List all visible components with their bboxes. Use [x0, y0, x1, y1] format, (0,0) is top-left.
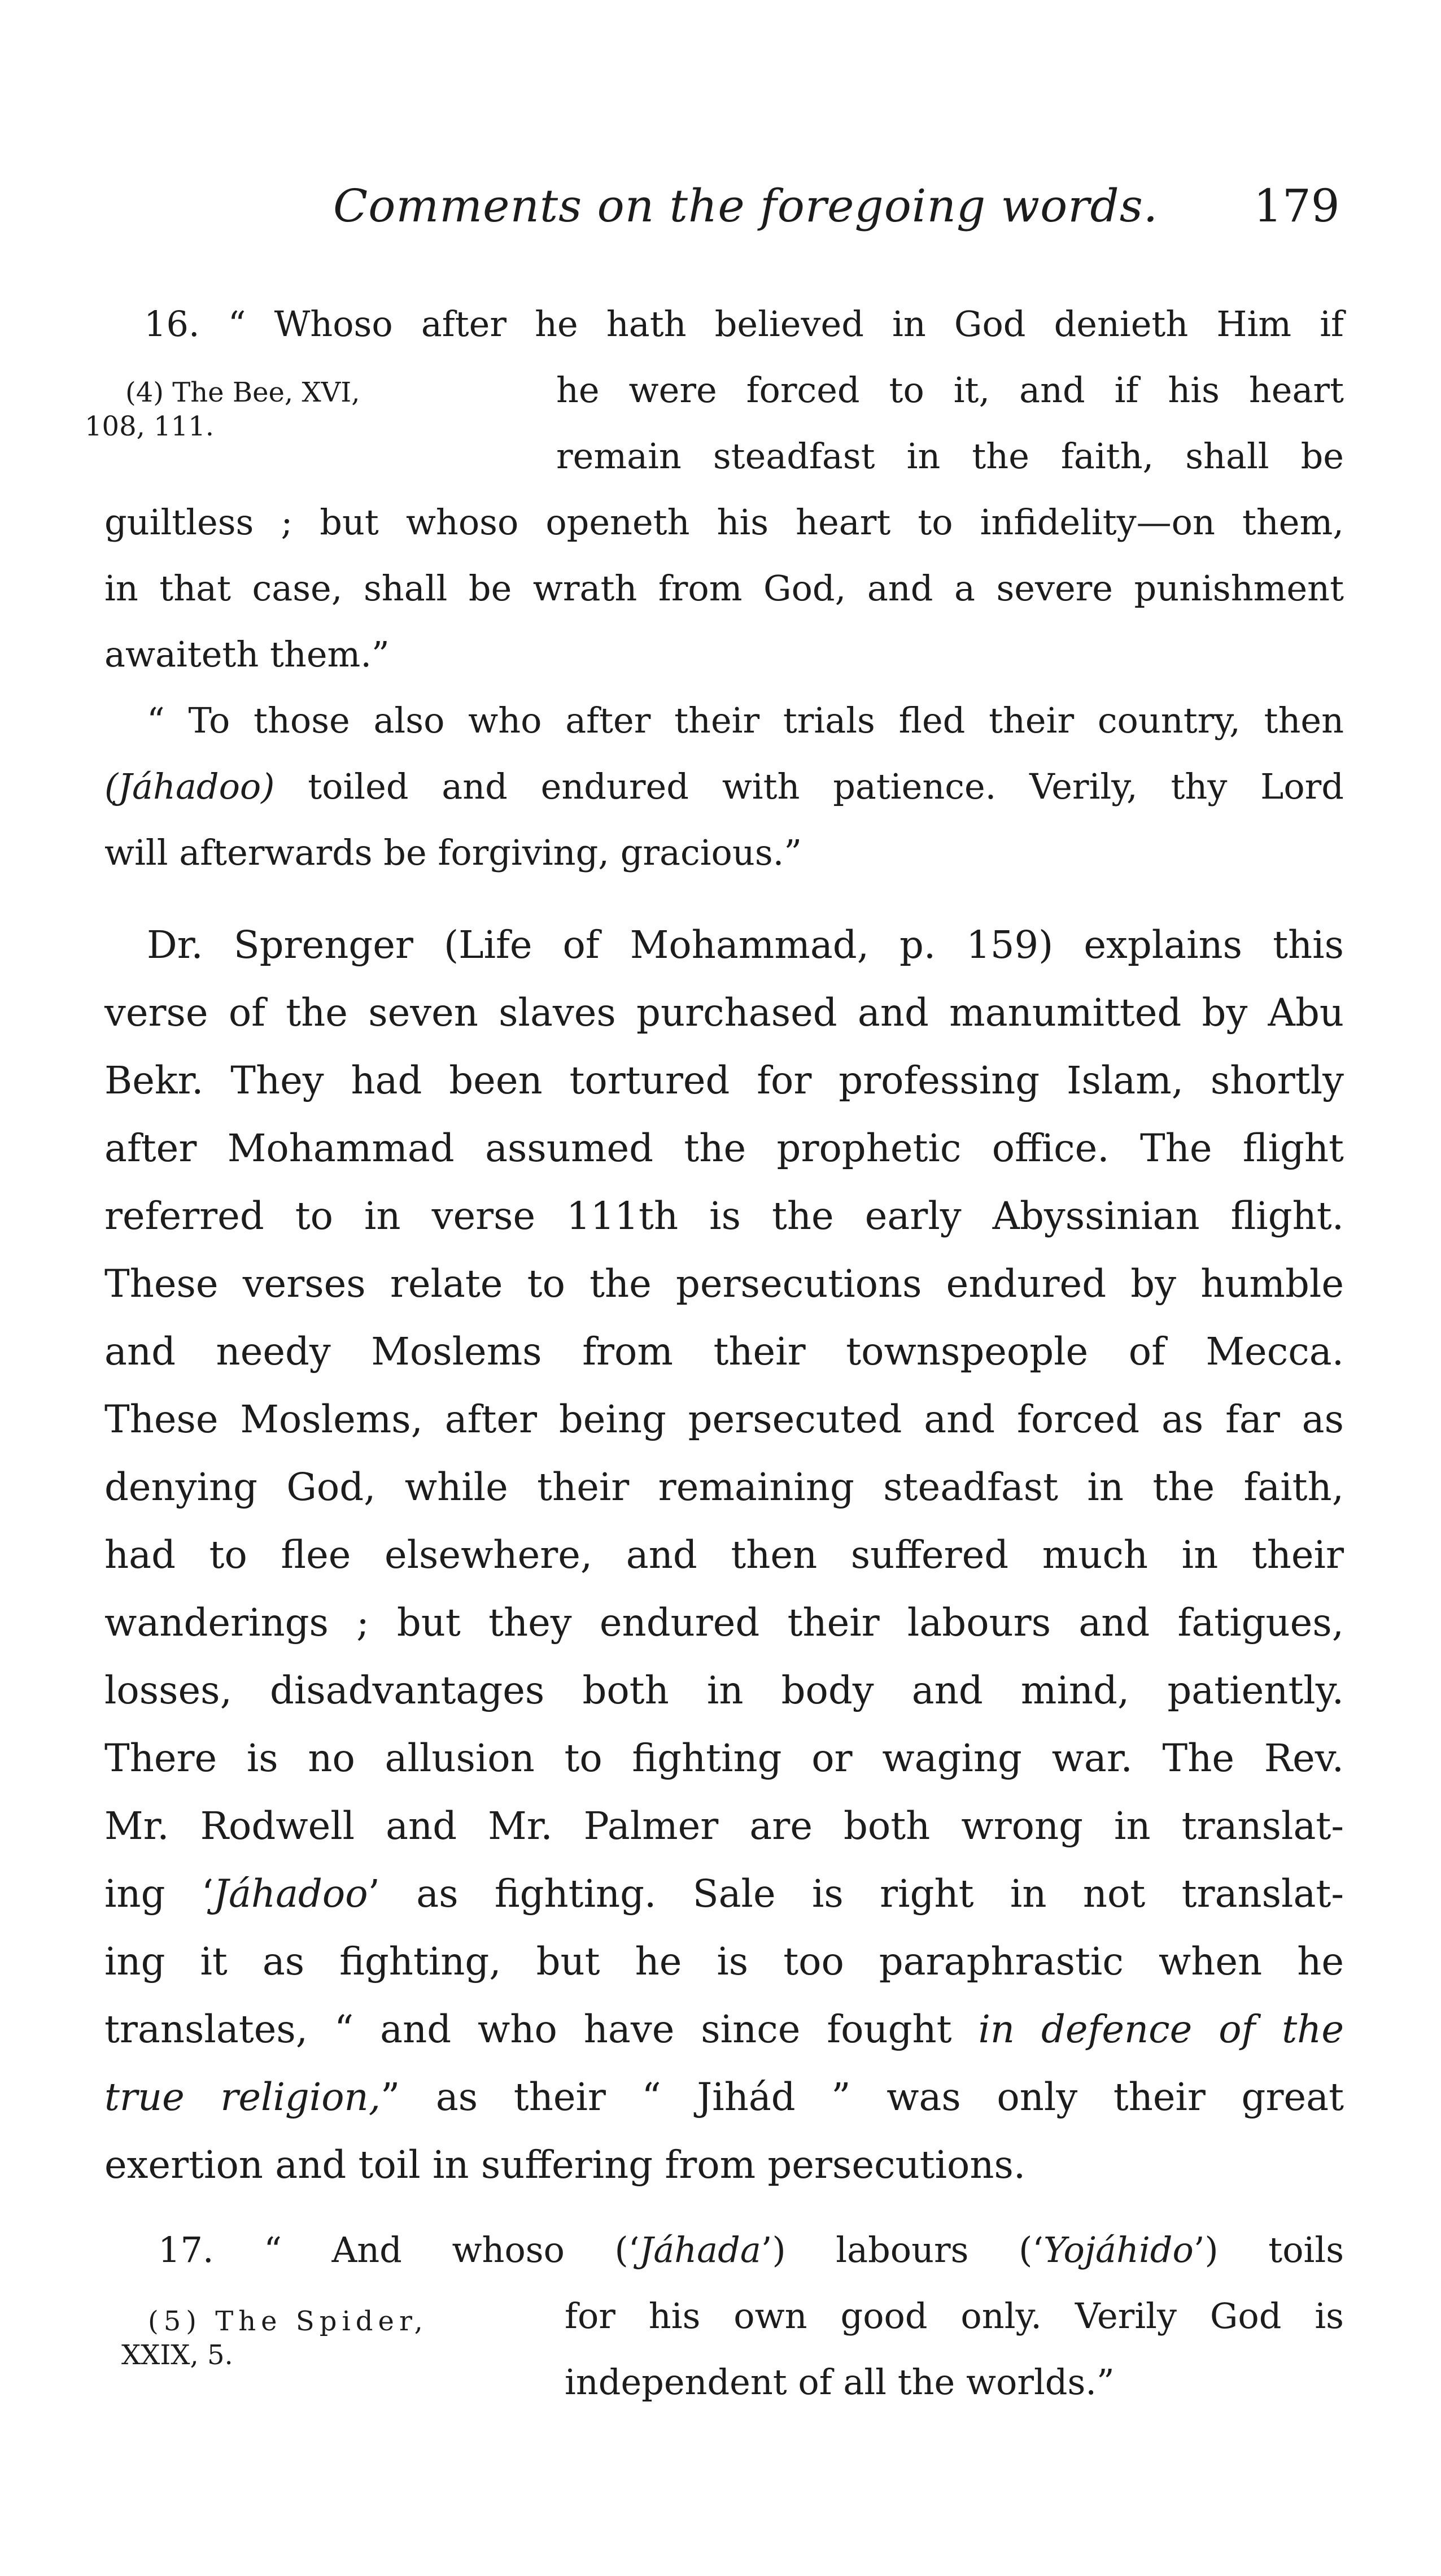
margin-note-5-line-1: (5) The Spider, — [148, 2305, 428, 2337]
commentary-line-6: These verses relate to the persecutions endured by humble — [104, 1262, 1344, 1306]
quote17-line-2: for his own good only. Verily God is — [565, 2295, 1344, 2337]
quote16-line-8 — [104, 753, 1344, 820]
commentary-line-15-b: ’ as fighting. Sale is right in not translat- — [368, 1872, 1344, 1916]
commentary-line-13: There is no allusion to fighting or waging war. The Rev. — [104, 1736, 1344, 1780]
commentary-line-3: Bekr. They had been tortured for professing Islam, shortly — [104, 1058, 1344, 1102]
jahadoo-italic: (Jáhadoo) — [104, 766, 275, 807]
commentary-line-15-a: ing ‘ — [104, 1872, 214, 1916]
quote17-line-1-b: ’) labours (‘ — [761, 2229, 1043, 2270]
margin-note-4-line-1: (4) The Bee, XVI, — [125, 377, 360, 408]
quote17-line-1-a: 17. “ And whoso (‘ — [158, 2229, 640, 2270]
margin-note-4-line-2: 108, 111. — [85, 411, 215, 442]
quote16-line-8-rest: toiled and endured with patience. Verily, thy Lord — [274, 766, 1344, 807]
margin-note-5-line-2: XXIX, 5. — [121, 2339, 233, 2371]
commentary-line-18-b: ” as their “ Jihád ” was only their great — [381, 2075, 1344, 2119]
quote16-line-5: in that case, shall be wrath from God, and a severe punishment — [104, 568, 1344, 609]
commentary-line-5: referred to in verse 111th is the early Abyssinian flight. — [104, 1194, 1344, 1238]
quote17-line-1 — [158, 2217, 1344, 2283]
running-title: Comments on the foregoing words. — [333, 180, 1159, 232]
quote17-line-3: independent of all the worlds.” — [565, 2361, 1115, 2403]
quote16-line-7: “ To those also who after their trials fled their country, then — [147, 700, 1344, 741]
quote16-line-4: guiltless ; but whoso openeth his heart to infidelity—on them, — [104, 502, 1344, 543]
commentary-line-10: had to flee elsewhere, and then suffered much in their — [104, 1533, 1344, 1577]
commentary-line-17-a: translates, “ and who have since fought — [104, 2007, 979, 2051]
page-number: 179 — [1254, 180, 1340, 232]
commentary-line-8: These Moslems, after being persecuted and forced as far as — [104, 1397, 1344, 1441]
quote16-line-3: remain steadfast in the faith, shall be — [556, 435, 1344, 477]
commentary-line-12: losses, disadvantages both in body and mind, patiently. — [104, 1668, 1344, 1712]
commentary-line-17 — [104, 1995, 1344, 2063]
commentary-line-4: after Mohammad assumed the prophetic office. The flight — [104, 1126, 1344, 1170]
commentary-line-7: and needy Moslems from their townspeople of Mecca. — [104, 1330, 1344, 1374]
yojahido-italic: Yojáhido — [1043, 2229, 1194, 2270]
commentary-line-19: exertion and toil in suffering from persecutions. — [104, 2143, 1026, 2187]
jahada-italic: Jáhada — [639, 2229, 761, 2270]
quote16-line-9: will afterwards be forgiving, gracious.” — [104, 832, 802, 873]
commentary-line-11: wanderings ; but they endured their labours and fatigues, — [104, 1601, 1344, 1645]
quote16-line-2: he were forced to it, and if his heart — [556, 369, 1344, 411]
in-defence-italic: in defence of the — [978, 2007, 1344, 2051]
true-religion-italic: true religion, — [104, 2075, 381, 2119]
quote16-line-6: awaiteth them.” — [104, 634, 390, 675]
jahadoo-quoted-italic: Jáhadoo — [213, 1872, 368, 1916]
commentary-line-9: denying God, while their remaining steadfast in the faith, — [104, 1465, 1344, 1509]
quote16-line-1: 16. “ Whoso after he hath believed in God denieth Him if — [144, 303, 1344, 345]
quote17-line-1-c: ’) toils — [1193, 2229, 1344, 2270]
commentary-line-18 — [104, 2063, 1344, 2131]
commentary-line-14: Mr. Rodwell and Mr. Palmer are both wrong in translat- — [104, 1804, 1344, 1848]
commentary-line-15 — [104, 1860, 1344, 1928]
commentary-line-16: ing it as fighting, but he is too paraphrastic when he — [104, 1939, 1344, 1984]
commentary-line-2: verse of the seven slaves purchased and manumitted by Abu — [104, 991, 1344, 1035]
commentary-line-1: Dr. Sprenger (Life of Mohammad, p. 159) explains this — [147, 923, 1344, 967]
